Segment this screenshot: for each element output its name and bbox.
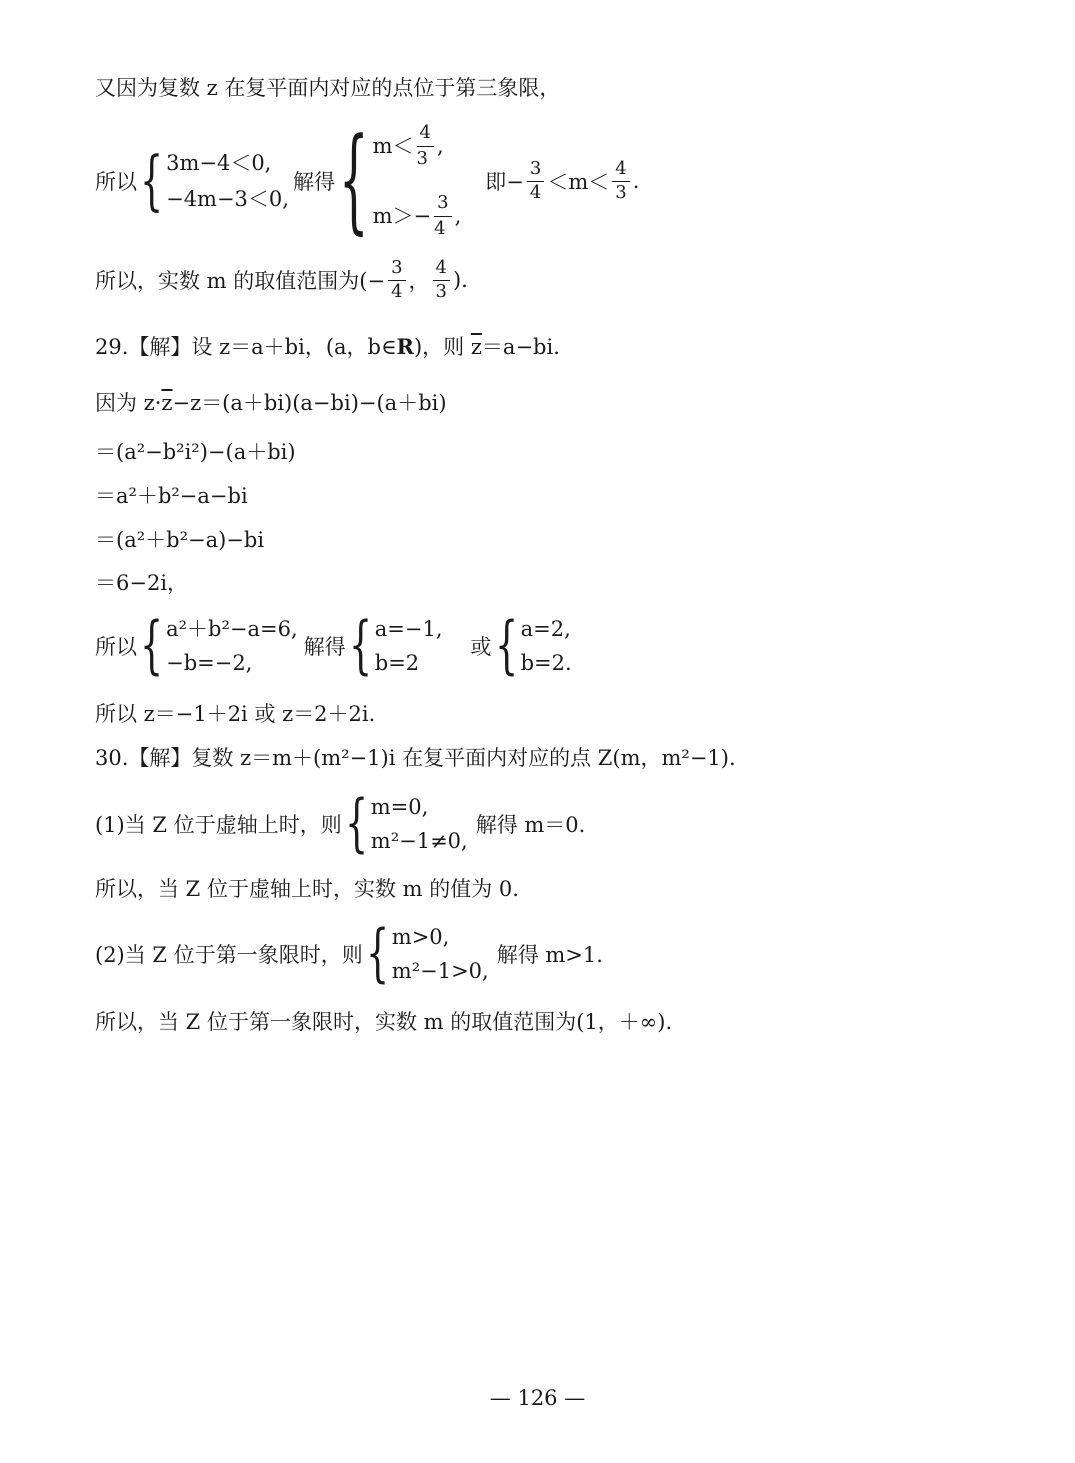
text: 因为 z· (95, 391, 162, 415)
conjugate-z: $\overline{z}$ (161, 391, 173, 415)
text-tail: 解得 m＝0. (475, 813, 586, 837)
real-set-symbol: R (396, 334, 414, 359)
left-brace: { (344, 788, 368, 860)
text-line: 所以 z＝−1＋2i 或 z＝2＋2i. (95, 702, 376, 726)
system-equations (166, 150, 289, 212)
text-lead: 所以 (95, 635, 137, 659)
fraction (433, 258, 450, 302)
denominator: 4 (434, 217, 446, 239)
equation: m²−1>0, (391, 958, 489, 983)
text: )，则 (413, 335, 471, 359)
text-tail: 解得 m>1. (496, 943, 603, 967)
numerator: 4 (417, 122, 434, 147)
equation: m=0, (370, 795, 429, 819)
fraction (434, 192, 451, 240)
equation: m²−1≠0, (370, 828, 468, 853)
text: ). (452, 268, 468, 293)
step-line (95, 393, 447, 414)
system-results-alt (521, 616, 572, 676)
step-line: ＝(a²−b²i²)−(a＋bi) (95, 440, 296, 464)
text-tail: 即− (485, 170, 524, 194)
denominator: 3 (615, 181, 627, 203)
text: −z＝(a＋bi)(a−bi)−(a＋bi) (172, 391, 447, 415)
left-brace: { (338, 115, 369, 247)
text-lead: (2)当 Z 位于第一象限时，则 (95, 943, 363, 967)
numerator: 4 (612, 159, 629, 182)
fraction (417, 122, 434, 170)
step-line: ＝6−2i， (95, 571, 189, 595)
system-equations (371, 794, 468, 854)
text-mid: 解得 (292, 170, 335, 194)
system-results (373, 122, 462, 240)
system-results (375, 616, 443, 676)
system-equations (392, 924, 489, 984)
equation: −b=−2, (166, 650, 253, 675)
denominator: 3 (416, 147, 428, 169)
equation: −4m−3＜0, (166, 186, 289, 211)
text-lead: (1)当 Z 位于虚轴上时，则 (95, 813, 342, 837)
text-tail: ＜m＜ (547, 170, 610, 194)
page-number: — 126 — (489, 1386, 586, 1410)
punct: , (436, 133, 444, 158)
step-line: ＝a²＋b²−a−bi (95, 484, 248, 508)
result-row (373, 192, 462, 240)
numerator: 3 (388, 258, 405, 281)
result-text: m＞− (372, 203, 432, 228)
equation: 3m−4＜0, (166, 151, 272, 175)
equation: b=2. (520, 650, 572, 675)
equation: a=−1, (374, 617, 443, 641)
denominator: 4 (529, 181, 542, 203)
text: 所以，实数 m 的取值范围为(− (95, 269, 386, 294)
text-line: 所以，当 Z 位于虚轴上时，实数 m 的值为 0. (95, 877, 519, 901)
question-30-heading: 30.【解】复数 z＝m＋(m²−1)i 在复平面内对应的点 Z(m，m²−1). (95, 746, 736, 770)
punct: . (632, 169, 640, 193)
left-brace: { (139, 143, 164, 219)
text-line: 所以，当 Z 位于第一象限时，实数 m 的取值范围为(1，＋∞). (95, 1010, 673, 1034)
numerator: 3 (434, 192, 451, 217)
left-brace: { (348, 610, 372, 682)
numerator: 3 (527, 159, 544, 182)
left-brace: { (139, 610, 164, 682)
denominator: 3 (435, 280, 447, 302)
equation: b=2 (374, 650, 420, 675)
text-or: 或 (470, 635, 492, 659)
question-29-heading (95, 336, 560, 358)
step-line: ＝(a²＋b²−a)−bi (95, 528, 265, 552)
part-2-system (95, 918, 603, 990)
text-mid: 解得 (303, 635, 346, 659)
fraction (388, 258, 405, 302)
text: 29.【解】设 z＝a＋bi，(a，b∈ (95, 335, 397, 359)
equation: a=2, (520, 617, 571, 641)
punct: , (454, 203, 462, 228)
part-1-system (95, 788, 586, 860)
equation-system-1 (95, 115, 640, 247)
equation: m>0, (391, 925, 450, 949)
numerator: 4 (433, 258, 450, 281)
fraction (612, 159, 629, 203)
left-brace: { (494, 610, 518, 682)
fraction (527, 159, 544, 203)
left-brace: { (365, 918, 389, 990)
text-lead: 所以 (95, 170, 137, 194)
system-equations (166, 616, 298, 676)
equation: a²＋b²−a=6, (166, 617, 298, 641)
text-line: 又因为复数 z 在复平面内对应的点位于第三象限， (95, 76, 561, 100)
text: ＝a−bi. (481, 335, 560, 359)
text-line-range (95, 258, 468, 302)
conjugate-z: $\overline{z}$ (470, 335, 482, 359)
equation-system-2 (95, 610, 572, 682)
result-row (373, 122, 462, 170)
text: ， (408, 269, 430, 294)
result-text: m＜ (372, 133, 414, 158)
denominator: 4 (391, 280, 403, 302)
